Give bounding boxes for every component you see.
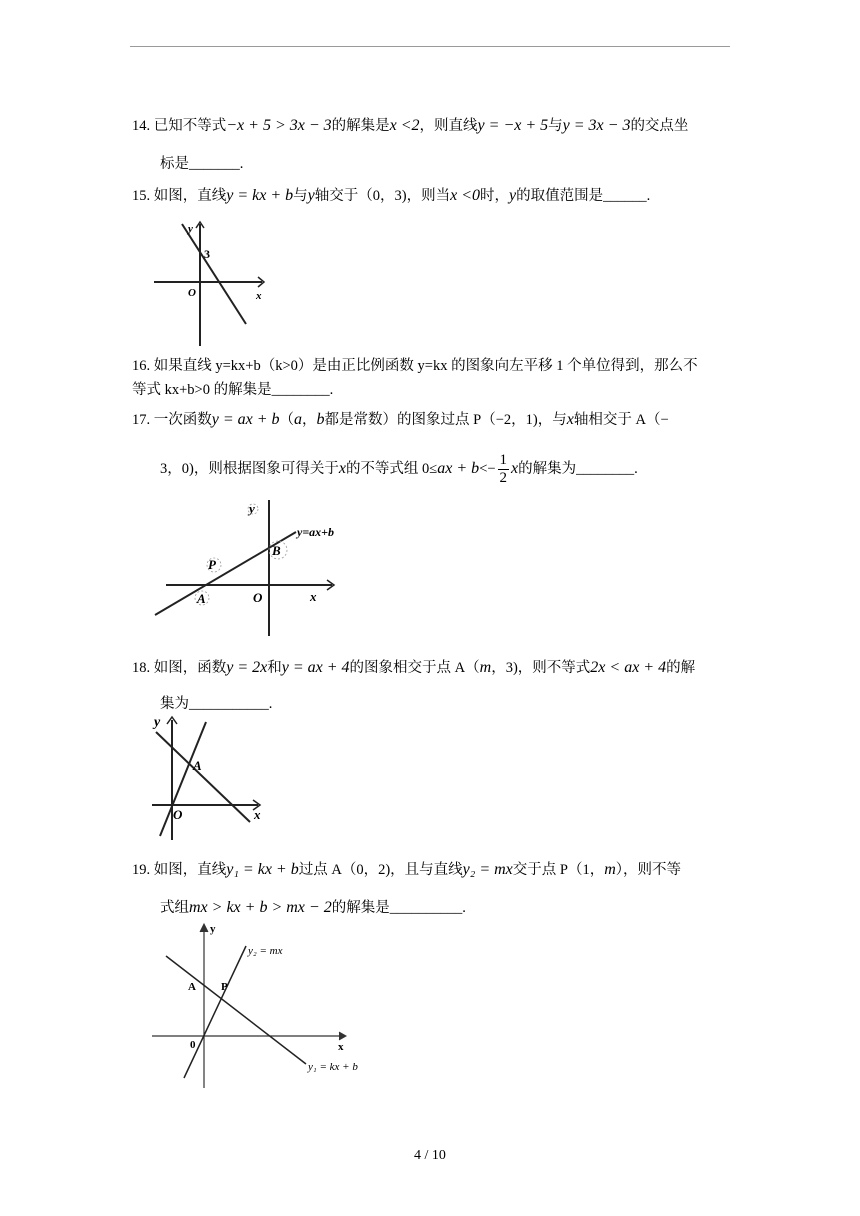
q17-label-b: B: [272, 543, 281, 558]
q18-text: 的解: [666, 660, 696, 676]
q19-label-a: A: [188, 981, 196, 993]
q14-line2: 标是_______.: [160, 156, 244, 172]
q17-label-p: P: [208, 557, 216, 572]
q19-line-y1: [166, 956, 306, 1064]
q15-line-eq: y = kx + b: [226, 187, 294, 204]
q18-label-a: A: [193, 758, 202, 773]
header-rule: [130, 46, 730, 47]
q16-line1: 16. 如果直线 y=kx+b（k>0）是由正比例函数 y=kx 的图象向左平移 1 个单位得到，那么不: [132, 358, 698, 374]
q19-line-y2: [184, 946, 246, 1078]
q14-text: 与: [548, 118, 563, 134]
q19-y-arrow: [200, 924, 208, 932]
q15-label-y: y: [188, 223, 193, 235]
q18-func1: y = 2x: [226, 659, 268, 676]
q18-var-m: m: [479, 659, 492, 676]
q17-line1: [132, 410, 669, 430]
q15-text: 15. 如图，直线: [132, 188, 227, 204]
q17-text: 17. 一次函数: [132, 412, 212, 428]
q14-inequality: −x + 5 > 3x − 3: [226, 117, 332, 134]
q19-label-y1: y₁ = kx + b: [308, 1061, 358, 1073]
q18-inequality: 2x < ax + 4: [590, 659, 667, 676]
q19-line2-eq: y₂ = mx: [462, 861, 513, 878]
q19-text: 19. 如图，直线: [132, 862, 227, 878]
q17-text: 3，0)，则根据图象可得关于: [160, 460, 339, 477]
q18-line1: [132, 658, 695, 678]
q19-figure: [150, 918, 380, 1090]
q19-label-y2: y₂ = mx: [248, 945, 283, 957]
q18-figure: [150, 712, 270, 842]
q15-line1: [132, 186, 650, 206]
q17-label-x: x: [310, 589, 317, 604]
q15-label-o: O: [188, 287, 196, 299]
q17-fraction: [498, 452, 510, 487]
q15-figure: [150, 220, 270, 348]
q17-label-eq: y=ax+b: [297, 525, 335, 539]
q19-var-m: m: [604, 861, 616, 878]
q18-label-x: x: [254, 807, 261, 822]
q18-text: ，3)，则不等式: [491, 660, 591, 676]
q15-condition: x <0: [450, 187, 480, 204]
q15-var-y: y: [307, 187, 315, 204]
q15-text: 时，: [480, 188, 509, 204]
q17-label-o: O: [253, 590, 263, 605]
q19-text: 式组: [160, 900, 189, 916]
q14-text: 14. 已知不等式: [132, 118, 227, 134]
q19-label-x: x: [338, 1041, 344, 1053]
q15-text: 轴交于（0，3)，则当: [314, 188, 451, 204]
page-number: 4 / 10: [414, 1148, 446, 1163]
q19-label-o: 0: [190, 1039, 196, 1051]
q18-text: 18. 如图，函数: [132, 660, 227, 676]
q16-line2: 等式 kx+b>0 的解集是________.: [132, 382, 334, 398]
q14-solution: x <2: [389, 117, 420, 134]
q14-text: ，则直线: [419, 118, 478, 134]
q14-text: 的交点坐: [630, 118, 689, 134]
q17-expression: ax + b: [437, 459, 480, 477]
q17-text: 的解集为________.: [518, 460, 638, 477]
q15-line-graph: [182, 224, 246, 324]
q15-text: 的取值范围是______.: [516, 188, 651, 204]
q17-label-a: A: [197, 591, 206, 606]
q17-label-y: y: [249, 501, 255, 516]
q17-text: ，: [302, 412, 317, 428]
q17-frac-num: 1: [499, 452, 508, 468]
q14-line1: [132, 116, 688, 136]
q15-text: 与: [293, 188, 308, 204]
q14-line-eq2: y = 3x − 3: [562, 117, 631, 134]
q19-text: 交于点 P（1，: [512, 862, 605, 878]
q17-var-b: b: [316, 411, 325, 428]
q17-line-eq: y = ax + b: [211, 411, 280, 428]
q18-line-2x: [160, 722, 206, 836]
q15-label-x: x: [256, 290, 262, 302]
q14-line-eq1: y = −x + 5: [477, 117, 549, 134]
q17-var-x: x: [511, 459, 519, 477]
q15-label-3: 3: [204, 247, 210, 261]
q18-text: 的图象相交于点 A（: [349, 660, 480, 676]
q17-figure: [150, 494, 365, 638]
q15-var-y: y: [509, 187, 517, 204]
q19-line2: [160, 898, 466, 918]
q17-text: 都是常数）的图象过点 P（−2，1)，与: [324, 412, 567, 428]
q19-line1: [132, 860, 681, 880]
q19-inequality: mx > kx + b > mx − 2: [189, 899, 332, 916]
q17-var-a: a: [294, 411, 303, 428]
q19-x-arrow: [339, 1032, 346, 1040]
q18-label-y: y: [154, 715, 161, 730]
q17-text: <−: [479, 460, 496, 477]
q18-label-o: O: [173, 807, 183, 822]
q17-text: （: [279, 412, 295, 428]
q19-text: 的解集是__________.: [331, 900, 466, 916]
q14-text: 的解集是: [331, 118, 390, 134]
q17-var-x: x: [338, 459, 346, 477]
q17-text: 轴相交于 A（−: [573, 412, 669, 428]
q18-line2: 集为___________.: [160, 696, 273, 712]
q17-var-x: x: [566, 411, 574, 428]
q17-line2: [160, 452, 638, 487]
q17-text: 的不等式组 0≤: [345, 460, 438, 477]
q19-label-p: P: [221, 981, 228, 993]
q19-text: ），则不等: [615, 862, 682, 878]
q17-frac-den: 2: [499, 470, 508, 486]
q19-text: 过点 A（0，2)，且与直线: [298, 862, 463, 878]
q19-label-y: y: [210, 923, 216, 935]
q19-line1-eq: y₁ = kx + b: [226, 861, 299, 878]
q18-text: 和: [267, 660, 282, 676]
q18-func2: y = ax + 4: [281, 659, 350, 676]
